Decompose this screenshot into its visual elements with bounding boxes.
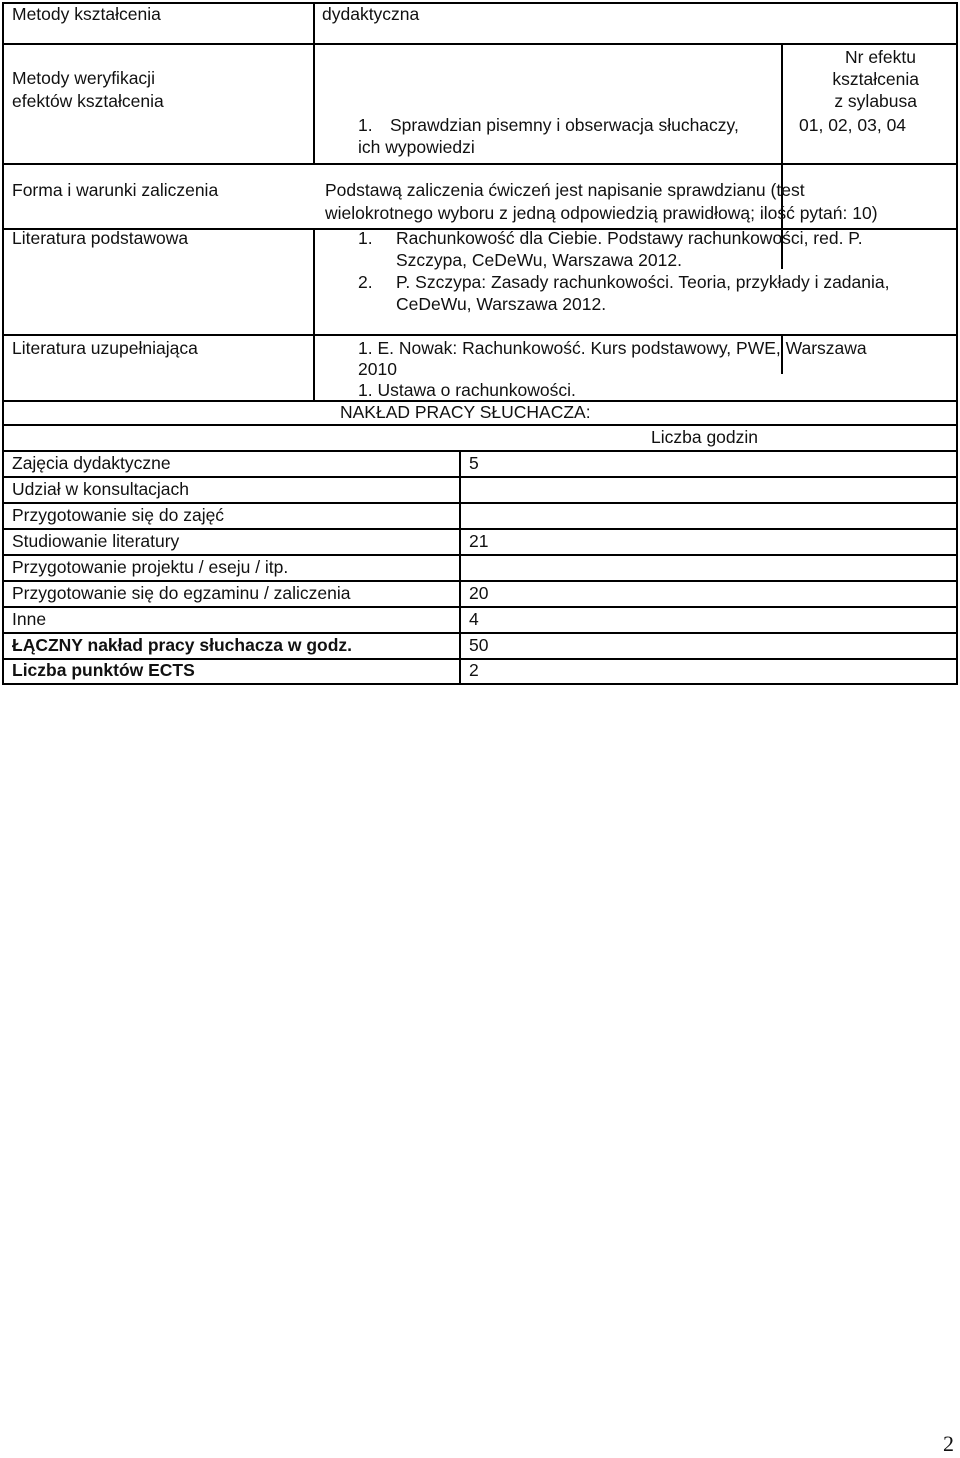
basic-literature-label: Literatura podstawowa <box>12 228 189 248</box>
supplementary-literature-item: 1. E. Nowak: Rachunkowość. Kurs podstawowy, PWE, Warszawa <box>358 338 867 358</box>
verification-label: Metody weryfikacji <box>12 68 155 88</box>
supplementary-literature-label: Literatura uzupełniająca <box>12 338 198 358</box>
workload-row-label: Udział w konsultacjach <box>12 479 190 499</box>
workload-total-hours: 50 <box>469 635 489 655</box>
workload-row-hours: 21 <box>469 531 489 551</box>
workload-row-label: Przygotowanie projektu / eseju / itp. <box>12 557 289 577</box>
workload-row-hours: 5 <box>469 453 479 473</box>
workload-row-hours: 4 <box>469 609 479 629</box>
verification-item-number: 1. <box>358 115 373 135</box>
workload-row-label: Przygotowanie się do zajęć <box>12 505 225 525</box>
basic-literature-item: Rachunkowość dla Ciebie. Podstawy rachunkowości, red. P. <box>396 228 863 248</box>
basic-literature-item-number: 1. <box>358 228 373 248</box>
supplementary-literature-item-2: 1. Ustawa o rachunkowości. <box>358 380 576 400</box>
assessment-text-2: wielokrotnego wyboru z jedną odpowiedzią prawidłową; ilość pytań: 10) <box>325 203 878 223</box>
ects-value: 2 <box>469 660 479 680</box>
assessment-label: Forma i warunki zaliczenia <box>12 180 219 200</box>
verification-item-2: ich wypowiedzi <box>358 137 475 157</box>
workload-total-label: ŁĄCZNY nakład pracy słuchacza w godz. <box>12 635 353 655</box>
workload-row-label: Inne <box>12 609 47 629</box>
verification-item: Sprawdzian pisemny i obserwacja słuchaczy, <box>390 115 739 135</box>
basic-literature-item-cont: CeDeWu, Warszawa 2012. <box>396 294 607 314</box>
verification-label-2: efektów kształcenia <box>12 91 164 111</box>
basic-literature-item-cont: Szczypa, CeDeWu, Warszawa 2012. <box>396 250 682 270</box>
ects-label: Liczba punktów ECTS <box>12 660 195 680</box>
effect-number-header: Nr efektu <box>845 47 916 67</box>
verification-effects: 01, 02, 03, 04 <box>799 115 907 135</box>
effect-number-header-2: kształcenia <box>832 69 919 89</box>
teaching-methods-label: Metody kształcenia <box>12 4 161 24</box>
workload-row-label: Zajęcia dydaktyczne <box>12 453 171 473</box>
workload-row-label: Studiowanie literatury <box>12 531 180 551</box>
supplementary-literature-item-cont: 2010 <box>358 359 397 379</box>
teaching-methods-value: dydaktyczna <box>322 4 420 24</box>
basic-literature-item-number: 2. <box>358 272 373 292</box>
basic-literature-item: P. Szczypa: Zasady rachunkowości. Teoria, przykłady i zadania, <box>396 272 890 292</box>
workload-row-hours: 20 <box>469 583 489 603</box>
assessment-text: Podstawą zaliczenia ćwiczeń jest napisanie sprawdzianu (test <box>325 180 805 200</box>
page-number: 2 <box>943 1431 954 1456</box>
hours-column-header: Liczba godzin <box>651 427 759 447</box>
workload-title: NAKŁAD PRACY SŁUCHACZA: <box>340 402 591 422</box>
workload-row-label: Przygotowanie się do egzaminu / zaliczenia <box>12 583 351 603</box>
effect-number-header-3: z sylabusa <box>834 91 917 111</box>
